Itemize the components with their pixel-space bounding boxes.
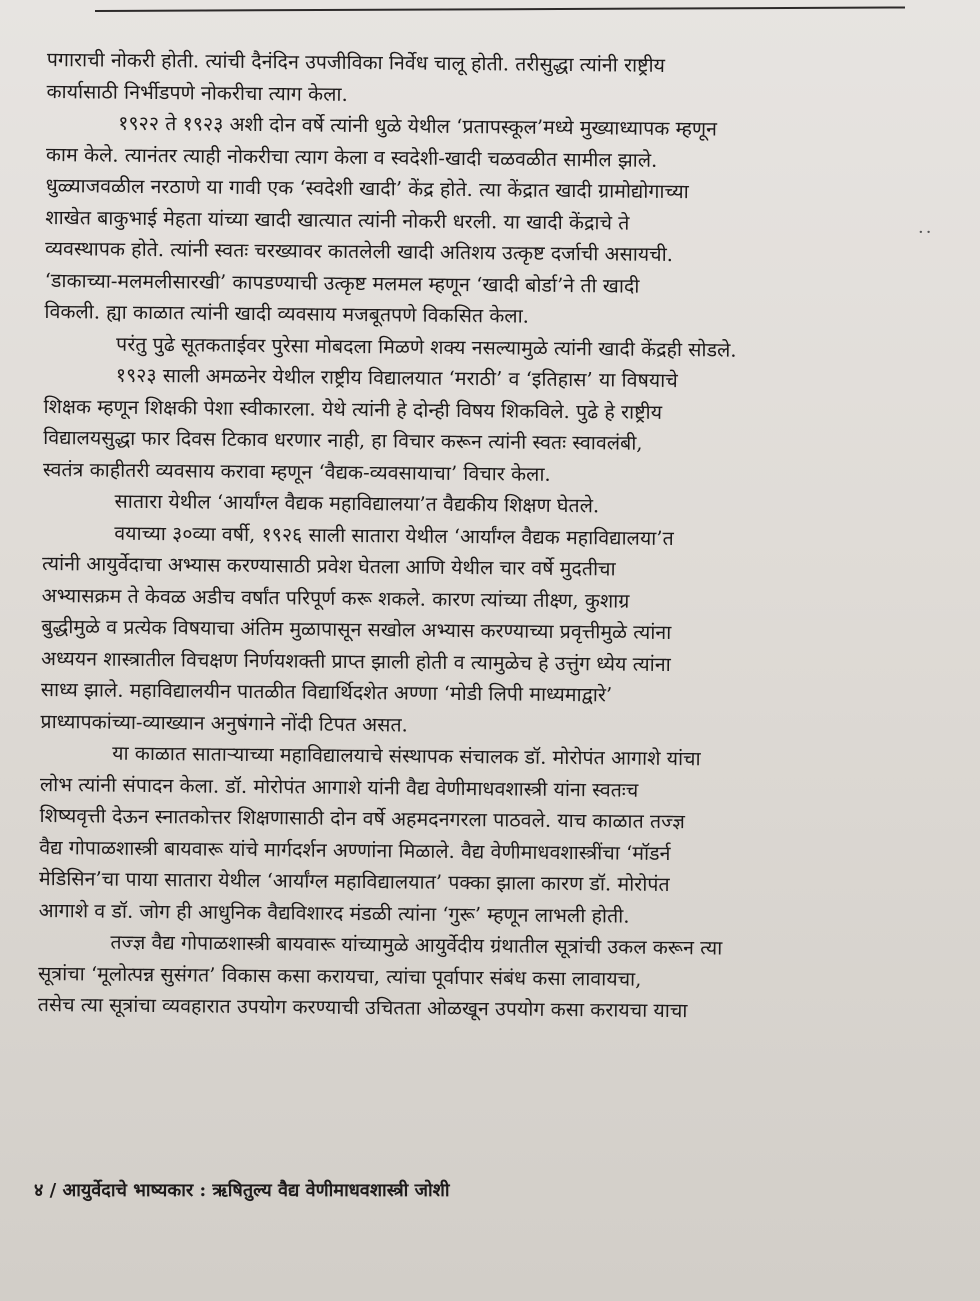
text-line: तज्ज्ञ वैद्य गोपाळशास्त्री बायवारू यांच्यामुळे आयुर्वेदीय ग्रंथातील सूत्रांची उकल करून त्या [110,930,723,960]
text-line: धुळ्याजवळील नरठाणे या गावी एक ‘स्वदेशी खादी’ केंद्र होते. त्या केंद्रात खादी ग्रामोद्योगाच्या [45,173,689,204]
top-rule [95,6,905,12]
text-line: १९२३ साली अमळनेर येथील राष्ट्रीय विद्यालयात ‘मराठी’ व ‘इतिहास’ या विषयाचे [115,363,678,393]
text-line: शिक्षक म्हणून शिक्षकी पेशा स्वीकारला. येथे त्यांनी हे दोन्ही विषय शिकविले. पुढे हे राष्ट्रीय [43,394,663,424]
text-line: काम केले. त्यानंतर त्याही नोकरीचा त्याग केला व स्वदेशी-खादी चळवळीत सामील झाले. [45,142,658,172]
text-line: सातारा येथील ‘आर्यांग्ल वैद्यक महाविद्यालया’त वैद्यकीय शिक्षण घेतले. [114,489,600,518]
text-line: त्यांनी आयुर्वेदाचा अभ्यास करण्यासाठी प्रवेश घेतला आणि येथील चार वर्षे मुदतीचा [41,551,616,581]
text-line: स्वतंत्र काहीतरी व्यवसाय करावा म्हणून ‘वैद्यक-व्यवसायाचा’ विचार केला. [42,457,551,486]
text-line: लोभ त्यांनी संपादन केला. डॉ. मोरोपंत आगाशे यांनी वैद्य वेणीमाधवशास्त्री यांना स्वतःच [39,772,639,802]
text-line: आगाशे व डॉ. जोग ही आधुनिक वैद्यविशारद मंडळी त्यांना ‘गुरू’ म्हणून लाभली होती. [38,898,630,928]
text-line: सूत्रांचा ‘मूलोत्पन्न सुसंगत’ विकास कसा करायचा, त्यांचा पूर्वापार संबंध कसा लावायचा, [37,961,642,991]
text-line: परंतु पुढे सूतकताईवर पुरेसा मोबदला मिळणे शक्य नसल्यामुळे त्यांनी खादी केंद्रही सोडले. [116,332,737,362]
text-line: विकली. ह्या काळात त्यांनी खादी व्यवसाय मजबूतपणे विकसित केला. [44,299,530,328]
text-line: विद्यालयसुद्धा फार दिवस टिकाव धरणार नाही, हा विचार करून त्यांनी स्वतः स्वावलंबी, [43,425,643,455]
body-text [38,44,907,1029]
text-line: प्राध्यापकांच्या-व्याख्यान अनुषंगाने नोंदी टिपत असत. [40,709,408,736]
text-line: पगाराची नोकरी होती. त्यांची दैनंदिन उपजीविका निर्वेध चालू होती. तरीसुद्धा त्यांनी राष्ट्रीय [46,47,666,77]
text-line: शाखेत बाकुभाई मेहता यांच्या खादी खात्यात त्यांनी नोकरी धरली. या खादी केंद्राचे ते [45,205,630,235]
text-line: या काळात साताऱ्याच्या महाविद्यालयाचे संस्थापक संचालक डॉ. मोरोपंत आगाशे यांचा [112,741,701,771]
text-line: मेडिसिन’चा पाया सातारा येथील ‘आर्यांग्ल महाविद्यालयात’ पक्का झाला कारण डॉ. मोरोपंत [38,866,670,897]
text-line: १९२२ ते १९२३ अशी दोन वर्षे त्यांनी धुळे येथील ‘प्रतापस्कूल’मध्ये मुख्याध्यापक म्हणून [118,111,718,141]
text-line: तसेच त्या सूत्रांचा व्यवहारात उपयोग करण्याची उचितता ओळखून उपयोग कसा करायचा याचा [37,992,688,1023]
text-line: अध्ययन शास्त्रातील विचक्षण निर्णयशक्ती प्राप्त झाली होती व त्यामुळेच हे उत्तुंग ध्येय त्यांना [40,646,671,676]
text-line: साध्य झाले. महाविद्यालयीन पातळीत विद्यार्थिदशेत अण्णा ‘मोडी लिपी माध्यमाद्वारे’ [40,677,613,707]
text-line: वयाच्या ३०व्या वर्षी, १९२६ साली सातारा येथील ‘आर्यांग्ल वैद्यक महाविद्यालया’त [114,521,674,550]
margin-dots: ·· [918,222,934,243]
page-footer: ४ / आयुर्वेदाचे भाष्यकार : ऋषितुल्य वैद्य वेणीमाधवशास्त्री जोशी [34,1180,450,1201]
text-line: अभ्यासक्रम ते केवळ अडीच वर्षांत परिपूर्ण करू शकले. कारण त्यांच्या तीक्ष्ण, कुशाग्र [41,583,630,613]
text-line: कार्यासाठी निर्भीडपणे नोकरीचा त्याग केला. [46,79,348,106]
text-line: शिष्यवृत्ती देऊन स्नातकोत्तर शिक्षणासाठी दोन वर्षे अहमदनगरला पाठवले. याच काळात तज्ज्ञ [39,803,686,834]
text-line: बुद्धीमुळे व प्रत्येक विषयाचा अंतिम मुळापासून सखोल अभ्यास करण्याच्या प्रवृत्तीमुळे त्यांना [41,614,672,645]
text-line: वैद्य गोपाळशास्त्री बायवारू यांचे मार्गदर्शन अण्णांना मिळाले. वैद्य वेणीमाधवशास्त्रींचा ‘मॉडर्न [39,835,671,865]
text-line: ‘डाकाच्या-मलमलीसारखी’ कापडण्याची उत्कृष्ट मलमल म्हणून ‘खादी बोर्डा’ने ती खादी [44,268,640,298]
text-line: व्यवस्थापक होते. त्यांनी स्वतः चरख्यावर कातलेली खादी अतिशय उत्कृष्ट दर्जाची असायची. [44,236,674,267]
